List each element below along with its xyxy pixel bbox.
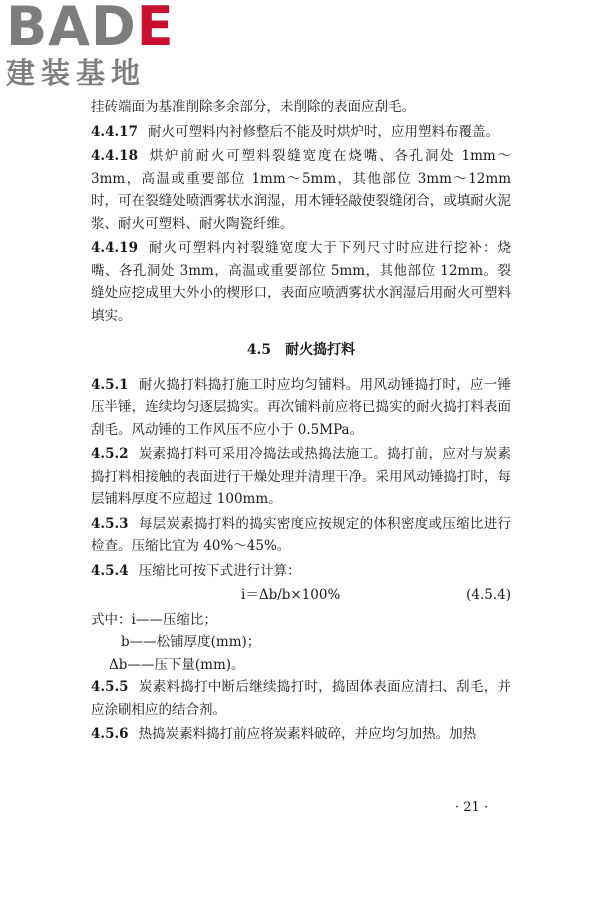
- logo-letter-e: E: [136, 0, 175, 58]
- bade-logo: [6, 0, 186, 96]
- clause-4-5-5: [91, 676, 511, 721]
- clause-text: 压缩比可按下式进行计算：: [138, 562, 301, 579]
- clause-number: 4.5.6: [91, 726, 129, 742]
- logo-letter-d: D: [90, 0, 137, 58]
- clause-text: 耐火可塑料内衬裂缝宽度大于下列尺寸时应进行挖补：烧嘴、各孔洞处 3mm，高温或重要部位 5mm，其他部位 12mm。裂缝处应挖成里大外小的楔形口，表面应喷洒雾状水润湿后用耐火可塑料填实。: [91, 240, 511, 324]
- clause-text: 烘炉前耐火可塑料裂缝宽度在烧嘴、各孔洞处 1mm～3mm，高温或重要部位 1mm～5mm，其他部位 3mm～12mm 时，可在裂缝处喷洒雾状水润湿，用木锤轻敲使裂缝闭合，或填耐火泥浆、耐火可塑料、耐火陶瓷纤维。: [91, 148, 511, 232]
- clause-text: 耐火捣打料捣打施工时应均匀铺料。用风动锤捣打时，应一锤压半锤，连续均匀逐层捣实。再次铺料前应将已捣实的耐火捣打料表面刮毛。风动锤的工作风压不应小于 0.5MPa。: [91, 376, 511, 438]
- clause-4-5-6: [91, 723, 511, 746]
- clause-text: 每层炭素捣打料的捣实密度应按规定的体积密度或压缩比进行检查。压缩比宜为 40%～45%。: [91, 515, 511, 554]
- clause-number: 4.4.19: [91, 240, 138, 256]
- logo-letter-a: A: [48, 0, 91, 58]
- clause-number: 4.5.1: [91, 376, 129, 393]
- document-body: [91, 96, 511, 748]
- clause-4-4-19: [91, 237, 511, 327]
- page-number: · 21 ·: [455, 800, 489, 815]
- clause-text: 耐火可塑料内衬修整后不能及时烘炉时，应用塑料布覆盖。: [147, 123, 499, 140]
- logo-subtitle: 建装基地: [6, 56, 147, 90]
- clause-text: 热捣炭素料捣打前应将炭素料破碎，并应均匀加热。加热: [138, 726, 477, 742]
- clause-4-5-2: [91, 443, 511, 511]
- paragraph-continuation: 挂砖端面为基准削除多余部分，未削除的表面应刮毛。: [91, 99, 415, 115]
- clause-number: 4.5.2: [91, 446, 129, 462]
- clause-4-5-1: [91, 374, 511, 442]
- clause-number: 4.5.3: [91, 515, 129, 532]
- formula-expression: i＝Δb/b×100%: [241, 587, 341, 603]
- section-heading: 4.5 耐火捣打料: [246, 342, 356, 358]
- formula: [91, 584, 511, 607]
- clause-number: 4.4.18: [91, 148, 138, 164]
- clause-4-4-17: [91, 121, 511, 144]
- clause-number: 4.4.17: [91, 123, 138, 140]
- clause-4-5-3: [91, 513, 511, 558]
- definition-b: b——松铺厚度(mm)；: [121, 634, 261, 650]
- clause-number: 4.5.5: [91, 679, 129, 695]
- clause-4-5-4: [91, 560, 511, 583]
- definition-delta-b: Δb——压下量(mm)。: [109, 656, 245, 673]
- definition-i: 式中：i——压缩比；: [91, 611, 217, 628]
- formula-label: (4.5.4): [466, 587, 511, 603]
- clause-text: 炭素捣打料可采用冷捣法或热捣法施工。捣打前，应对与炭素捣打料相接触的表面进行干燥处理并清理干净。采用风动锤捣打时，每层铺料厚度不应超过 100mm。: [91, 446, 511, 507]
- clause-number: 4.5.4: [91, 562, 129, 579]
- logo-letter-b: B: [6, 0, 49, 58]
- clause-4-4-18: [91, 145, 511, 235]
- clause-text: 炭素料捣打中断后继续捣打时，捣固体表面应清扫、刮毛，并应涂刷相应的结合剂。: [91, 679, 511, 718]
